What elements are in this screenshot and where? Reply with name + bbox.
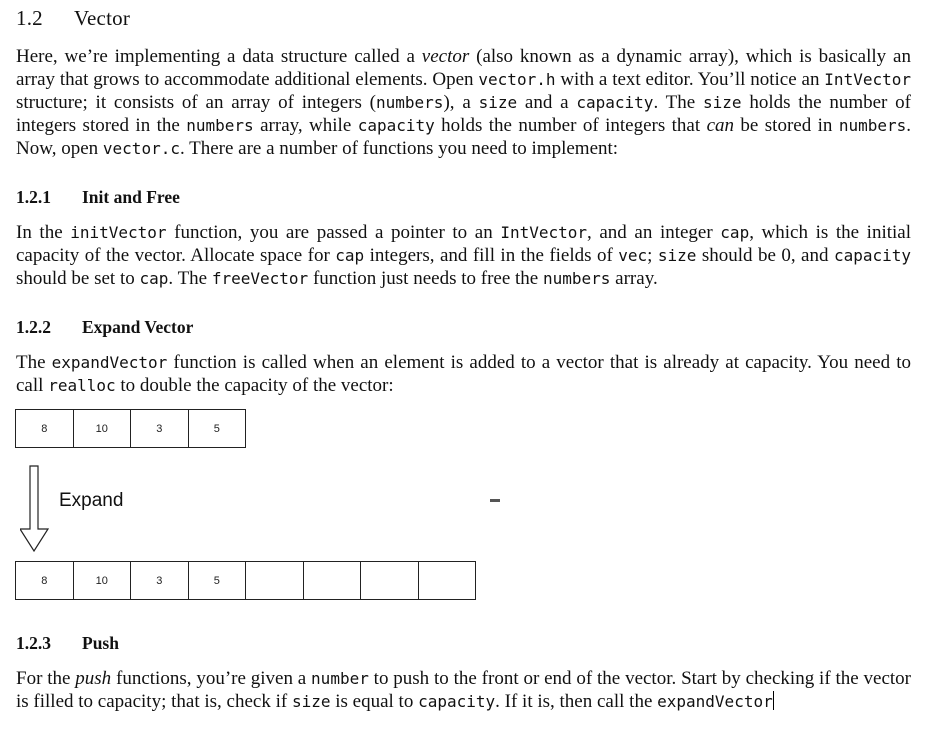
array-after	[15, 561, 476, 600]
array-cell: 5	[188, 561, 247, 600]
array-cell-empty	[360, 561, 419, 600]
array-cell-empty	[303, 561, 362, 600]
subsection-heading-expand: 1.2.2 Expand Vector	[16, 317, 194, 337]
array-cell: 8	[15, 409, 74, 448]
init-free-paragraph: In the initVector function, you are passed a pointer to an IntVector, and an integer cap, which is the initial capacity of the vector. Allocate space for cap integers, and fill in the fields of vec; size should be 0, and capacity should be set to cap. The freeVector function just needs to free the numbers array.	[16, 222, 911, 289]
array-cell-empty	[418, 561, 477, 600]
expand-label: Expand	[59, 490, 124, 511]
section-heading	[16, 6, 130, 31]
text-cursor	[773, 691, 774, 710]
expand-paragraph: The expandVector function is called when an element is added to a vector that is already at capacity. You need to call realloc to double the capacity of the vector:	[16, 352, 911, 396]
section-title: Vector	[74, 6, 131, 30]
array-cell: 8	[15, 561, 74, 600]
section-number: 1.2	[16, 6, 43, 30]
subsection-heading-init-free: 1.2.1 Init and Free	[16, 187, 180, 207]
subsection-heading-push: 1.2.3 Push	[16, 633, 119, 653]
array-cell: 3	[130, 561, 189, 600]
array-cell: 5	[188, 409, 247, 448]
push-paragraph: For the push functions, you’re given a number to push to the front or end of the vector. Start by checking if the vector is filled to capacity; that is, check if size is equal to capacity. If it is, then call the expandVector	[16, 668, 911, 712]
stray-dash-mark	[490, 499, 500, 502]
array-cell-empty	[245, 561, 304, 600]
array-before	[15, 409, 246, 448]
down-arrow-icon	[20, 465, 50, 553]
array-cell: 3	[130, 409, 189, 448]
intro-paragraph: Here, we’re implementing a data structure called a vector (also known as a dynamic array), which is basically an array that grows to accommodate additional elements. Open vector.h with a text editor. You’ll notice an IntVector structure; it consists of an array of integers (numbers), a size and a capacity. The size holds the number of integers stored in the numbers array, while capacity holds the number of integers that can be stored in numbers. Now, open vector.c. There are a number of functions you need to implement:	[16, 46, 911, 159]
array-cell: 10	[73, 561, 132, 600]
array-cell: 10	[73, 409, 132, 448]
